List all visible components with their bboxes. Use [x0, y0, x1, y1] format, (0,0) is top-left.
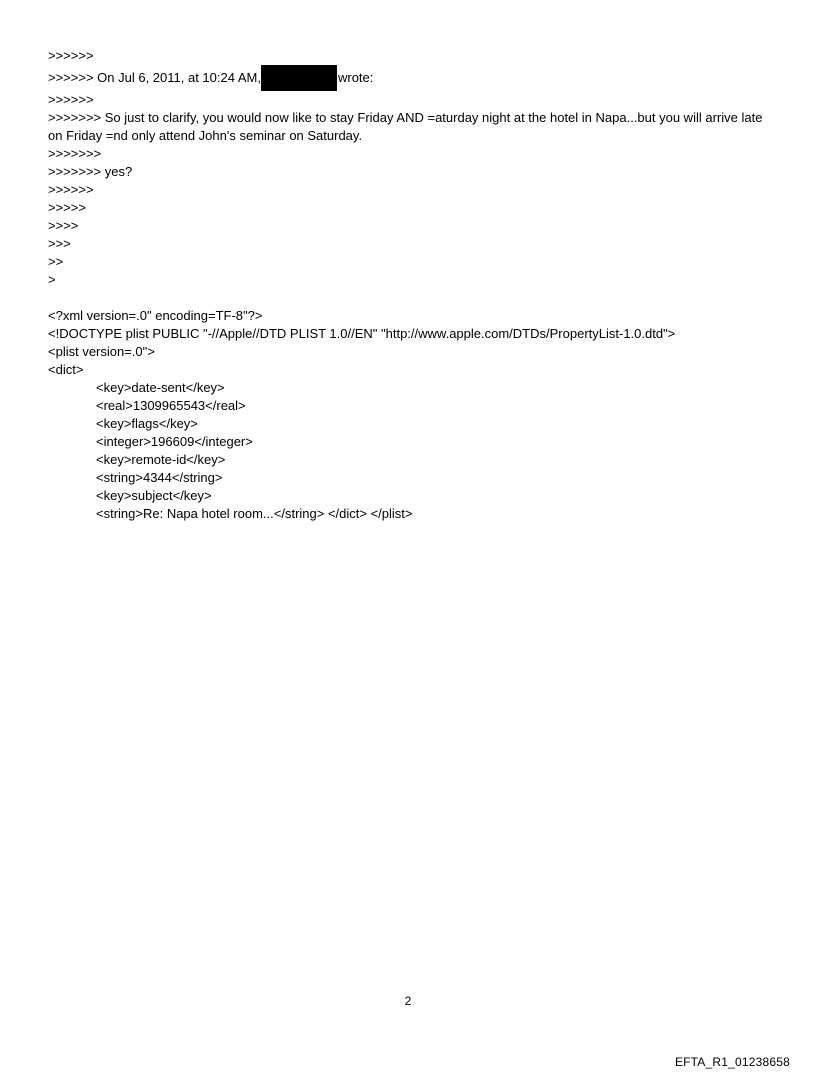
plist-entry: <key>remote-id</key> — [96, 452, 226, 467]
plist-open-tag: <plist version=.0"> — [48, 344, 155, 359]
plist-entry: <key>flags</key> — [96, 416, 198, 431]
quote-header-wrote: wrote: — [337, 70, 374, 85]
page-number: 2 — [404, 994, 412, 1008]
quote-line: >>>>>> — [48, 92, 94, 107]
quote-message: >>>>>>> So just to clarify, you would now like to stay Friday AND =aturday night at the hotel in Napa...but you will arrive late on Friday =nd only attend John's seminar on Saturday. — [48, 110, 763, 143]
plist-doctype: <!DOCTYPE plist PUBLIC "-//Apple//DTD PLIST 1.0//EN" "http://www.apple.com/DTDs/PropertyList-1.0.dtd"> — [48, 326, 676, 341]
document-id: EFTA_R1_01238658 — [674, 1055, 790, 1069]
plist-entry: <key>date-sent</key> — [96, 380, 225, 395]
quote-line: >>> — [48, 236, 71, 251]
plist-entry: <real>1309965543</real> — [96, 398, 246, 413]
spacer — [48, 289, 778, 307]
quote-header-text: >>>>>> On Jul 6, 2011, at 10:24 AM, — [48, 70, 261, 85]
redaction-box — [261, 65, 337, 91]
document-body — [48, 47, 778, 523]
xml-declaration: <?xml version=.0" encoding=TF-8"?> — [48, 308, 263, 323]
quote-line: >>>>>> — [48, 48, 94, 63]
quote-header-line — [48, 65, 778, 91]
plist-entry: <key>subject</key> — [96, 488, 212, 503]
quote-line: >> — [48, 254, 64, 269]
quote-line: >>>>>>> — [48, 146, 102, 161]
plist-entry: <string>Re: Napa hotel room...</string> </dict> </plist> — [96, 506, 413, 521]
plist-entry: <string>4344</string> — [96, 470, 223, 485]
quote-line: >>>>> — [48, 200, 86, 215]
dict-open-tag: <dict> — [48, 362, 84, 377]
quote-line: > — [48, 272, 56, 287]
plist-entry: <integer>196609</integer> — [96, 434, 253, 449]
quote-line: >>>> — [48, 218, 79, 233]
quote-reply: >>>>>>> yes? — [48, 164, 133, 179]
quote-line: >>>>>> — [48, 182, 94, 197]
